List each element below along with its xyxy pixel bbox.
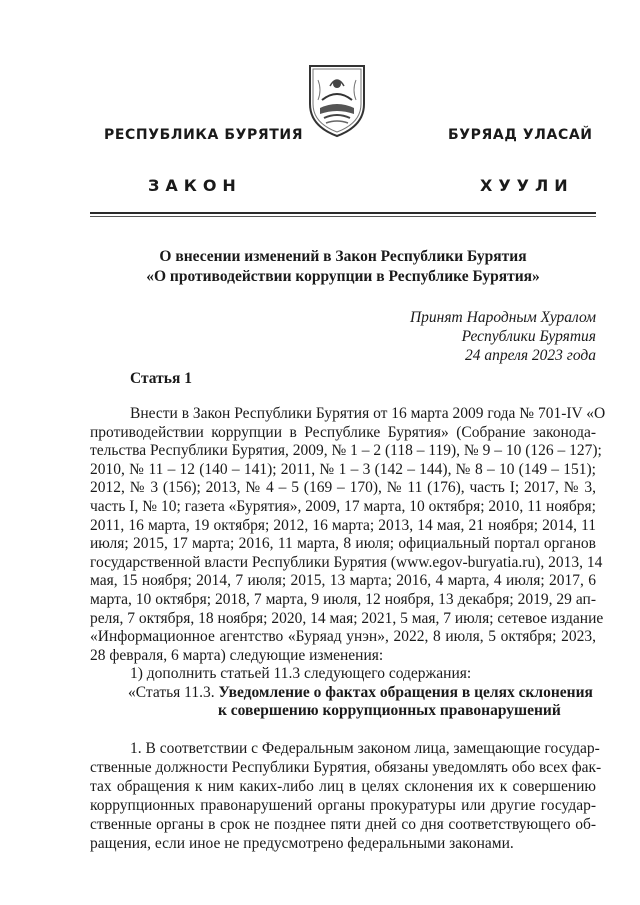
adoption-line: Принят Народным Хуралом	[409, 309, 596, 326]
body-line: 28 февраля, 6 марта) следующие изменения:	[90, 647, 384, 664]
law-label-russian: ЗАКОН	[148, 176, 242, 195]
body-line: июля; 2015, 17 марта; 2016, 11 марта, 8 июля; официальный портал органов	[90, 535, 596, 552]
paragraph-line: тах обращения к ним каких-либо лиц в целях склонения их к совершению	[90, 778, 596, 795]
article-11-3-title-cont: к совершению коррупционных правонарушений	[218, 702, 561, 719]
adoption-line: Республики Бурятия	[461, 328, 596, 345]
article-11-3-heading	[128, 684, 593, 702]
law-title-line: О внесении изменений в Закон Республики Бурятия	[159, 248, 527, 265]
body-line: мая, 15 ноября; 2014, 7 июля; 2015, 13 марта; 2016, 4 марта, 4 июля; 2017, 6	[90, 572, 596, 589]
adoption-date: 24 апреля 2023 года	[464, 347, 596, 364]
adoption-note	[380, 308, 596, 365]
article-11-3-title: Уведомление о фактах обращения в целях склонения	[218, 684, 593, 701]
paragraph-line: ращения, если иное не предусмотрено федеральными законами.	[90, 835, 514, 852]
body-line: часть I, № 10; газета «Бурятия», 2009, 17 марта, 10 октября; 2010, 11 ноября;	[90, 498, 596, 515]
republic-name-buryat: БУРЯАД УЛАСАЙ	[448, 127, 593, 143]
body-line: 2012, № 3 (156); 2013, № 4 – 5 (169 – 170), № 11 (176), часть I; 2017, № 3,	[90, 479, 596, 496]
paragraph-line: 1. В соответствии с Федеральным законом лица, замещающие государ-	[130, 740, 600, 757]
law-title	[90, 247, 596, 287]
body-line: Внести в Закон Республики Бурятия от 16 марта 2009 года № 701-IV «О	[130, 405, 606, 422]
body-line: 2011, 16 марта, 19 октября; 2012, 16 марта; 2013, 14 мая, 21 ноября; 2014, 11	[90, 517, 596, 534]
paragraph-line: ственные должности Республики Бурятия, обязаны уведомлять обо всех фак-	[90, 759, 602, 776]
body-line: марта, 10 октября; 2018, 7 марта, 9 июля, 12 ноября, 13 декабря; 2019, 29 ап-	[90, 591, 596, 608]
amendment-item: 1) дополнить статьей 11.3 следующего содержания:	[130, 665, 472, 682]
header-divider-thin	[90, 216, 596, 217]
body-line: тельства Республики Бурятия, 2009, № 1 – 2 (118 – 119), № 9 – 10 (126 – 127);	[90, 442, 602, 459]
paragraph-line: ственные органы в срок не позднее пяти дней со дня соответствующего об-	[90, 816, 596, 833]
header-divider	[90, 212, 596, 214]
body-line: «Информационное агентство «Буряад унэн», 2022, 8 июля, 5 октября; 2023,	[90, 628, 596, 645]
article-heading: Статья 1	[130, 370, 192, 387]
coat-of-arms-emblem	[304, 60, 370, 140]
body-line: 2010, № 11 – 12 (140 – 141); 2011, № 1 – 3 (142 – 144), № 8 – 10 (149 – 151);	[90, 461, 596, 478]
law-label-buryat: ХУУЛИ	[480, 176, 574, 195]
law-title-line: «О противодействии коррупции в Республике Бурятия»	[146, 268, 540, 285]
paragraph-line: коррупционных правонарушений органы прокуратуры или другие государ-	[90, 797, 596, 814]
body-line: противодействии коррупции в Республике Бурятия» (Собрание законода-	[90, 424, 596, 441]
republic-name-russian: РЕСПУБЛИКА БУРЯТИЯ	[104, 127, 304, 143]
body-line: государственной власти Республики Бурятия (www.egov-buryatia.ru), 2013, 14	[90, 554, 603, 571]
body-line: реля, 7 октября, 18 ноября; 2020, 14 мая; 2021, 5 мая, 7 июля; сетевое издание	[90, 610, 604, 627]
article-11-3-prefix: «Статья 11.3.	[128, 684, 219, 701]
